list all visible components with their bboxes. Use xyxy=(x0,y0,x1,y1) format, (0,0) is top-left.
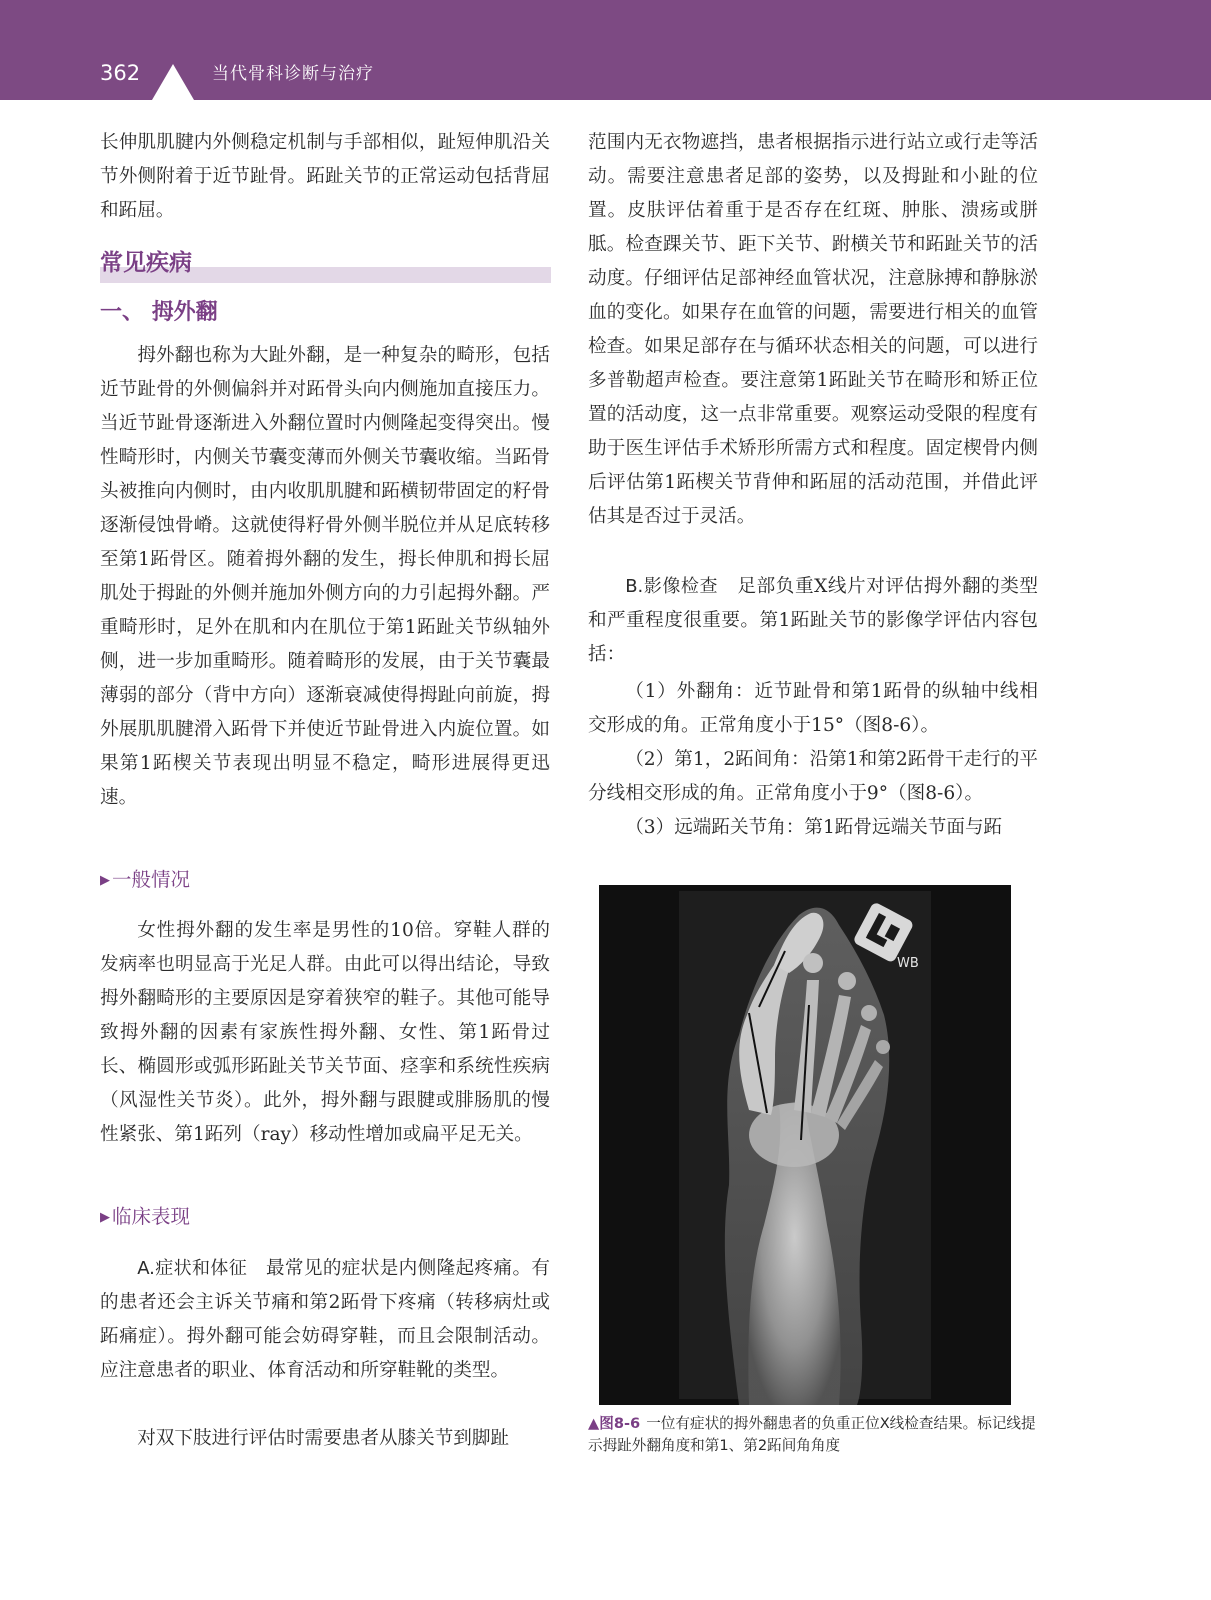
hallux-angle-item: （1）外翻角：近节趾骨和第1跖骨的纵轴中线相交形成的角。正常角度小于15°（图8-6）。 xyxy=(588,681,1038,736)
figure-label: ▲图8-6 xyxy=(588,1415,641,1432)
symptoms-paragraph xyxy=(100,1252,550,1388)
continued-paragraph: 范围内无衣物遮挡，患者根据指示进行站立或行走等活动。需要注意患者足部的姿势，以及拇趾和小趾的位置。皮肤评估着重于是否存在红斑、肿胀、溃疡或胼胝。检查踝关节、距下关节、跗横关节和跖趾关节的活动度。仔细评估足部神经血管状况，注意脉搏和静脉淤血的变化。如果存在血管的问题，需要进行相关的血管检查。如果足部存在与循环状态相关的问题，可以进行多普勒超声检查。要注意第1跖趾关节在畸形和矫正位置的活动度，这一点非常重要。观察运动受限的程度有助于医生评估手术矫形所需方式和程度。固定楔骨内侧后评估第1跖楔关节背伸和跖屈的活动范围，并借此评估其是否过于灵活。 xyxy=(588,132,1038,527)
header-triangle-tab xyxy=(152,64,194,100)
hallux-valgus-paragraph: 拇外翻也称为大趾外翻，是一种复杂的畸形，包括近节趾骨的外侧偏斜并对跖骨头向内侧施加直接压力。当近节趾骨逐渐进入外翻位置时内侧隆起变得突出。慢性畸形时，内侧关节囊变薄而外侧关节囊收缩。当跖骨头被推向内侧时，由内收肌肌腱和跖横韧带固定的籽骨逐渐侵蚀骨嵴。这就使得籽骨外侧半脱位并从足底转移至第1跖骨区。随着拇外翻的发生，拇长伸肌和拇长屈肌处于拇趾的外侧并施加外侧方向的力引起拇外翻。严重畸形时，足外在肌和内在肌位于第1跖趾关节纵轴外侧，进一步加重畸形。随着畸形的发展，由于关节囊最薄弱的部分（背中方向）逐渐衰减使得拇趾向前旋，拇外展肌肌腱滑入跖骨下并使近节趾骨进入内旋位置。如果第1跖楔关节表现出明显不稳定，畸形进展得更迅速。 xyxy=(100,345,550,808)
xray-marker-label: WB xyxy=(897,956,919,971)
general-heading-text: 一般情况 xyxy=(112,868,191,891)
imaging-text: 足部负重X线片对评估拇外翻的类型和严重程度很重要。第1跖趾关节的影像学评估内容包括： xyxy=(588,576,1039,665)
xray-figure xyxy=(599,885,1011,1405)
triangle-marker-icon: ▶ xyxy=(100,1210,110,1225)
symptoms-label: A.症状和体征 xyxy=(137,1258,248,1279)
symptoms-text: 最常见的症状是内侧隆起疼痛。有的患者还会主诉关节痛和第2跖骨下疼痛（转移病灶或跖痛症）。拇外翻可能会妨碍穿鞋，而且会限制活动。应注意患者的职业、体育活动和所穿鞋靴的类型。 xyxy=(100,1258,550,1381)
xray-image xyxy=(599,885,1011,1405)
intermetatarsal-angle-item: （2）第1，2跖间角：沿第1和第2跖骨干走行的平分线相交形成的角。正常角度小于9°（图8-6）。 xyxy=(588,749,1038,804)
general-paragraph: 女性拇外翻的发生率是男性的10倍。穿鞋人群的发病率也明显高于光足人群。由此可以得出结论，导致拇外翻畸形的主要原因是穿着狭窄的鞋子。其他可能导致拇外翻的因素有家族性拇外翻、女性、第1跖骨过长、椭圆形或弧形跖趾关节关节面、痉挛和系统性疾病（风湿性关节炎）。此外，拇外翻与跟腱或腓肠肌的慢性紧张、第1跖列（ray）移动性增加或扁平足无关。 xyxy=(100,920,550,1145)
clinical-heading-text: 临床表现 xyxy=(112,1205,191,1228)
assessment-paragraph: 对双下肢进行评估时需要患者从膝关节到脚趾 xyxy=(137,1428,510,1449)
section-heading-text: 常见疾病 xyxy=(100,250,192,276)
intro-paragraph: 长伸肌肌腱内外侧稳定机制与手部相似，趾短伸肌沿关节外侧附着于近节趾骨。跖趾关节的正常运动包括背屈和跖屈。 xyxy=(100,132,550,221)
triangle-marker-icon: ▶ xyxy=(100,873,110,888)
distal-articular-angle-item: （3）远端跖关节角：第1跖骨远端关节面与跖 xyxy=(625,817,1003,838)
figure-caption xyxy=(588,1413,1036,1457)
general-heading xyxy=(100,867,190,894)
subsection-title: 一、 拇外翻 xyxy=(100,300,218,325)
page-number: 362 xyxy=(100,61,141,85)
imaging-paragraph xyxy=(588,570,1038,672)
section-heading xyxy=(100,248,551,288)
figure-caption-text: 一位有症状的拇外翻患者的负重正位X线检查结果。标记线提示拇趾外翻角度和第1、第2跖间角角度 xyxy=(588,1415,1036,1454)
header-band xyxy=(0,0,1211,100)
book-title: 当代骨科诊断与治疗 xyxy=(212,64,374,84)
imaging-label: B.影像检查 xyxy=(625,576,719,597)
clinical-heading xyxy=(100,1204,190,1231)
